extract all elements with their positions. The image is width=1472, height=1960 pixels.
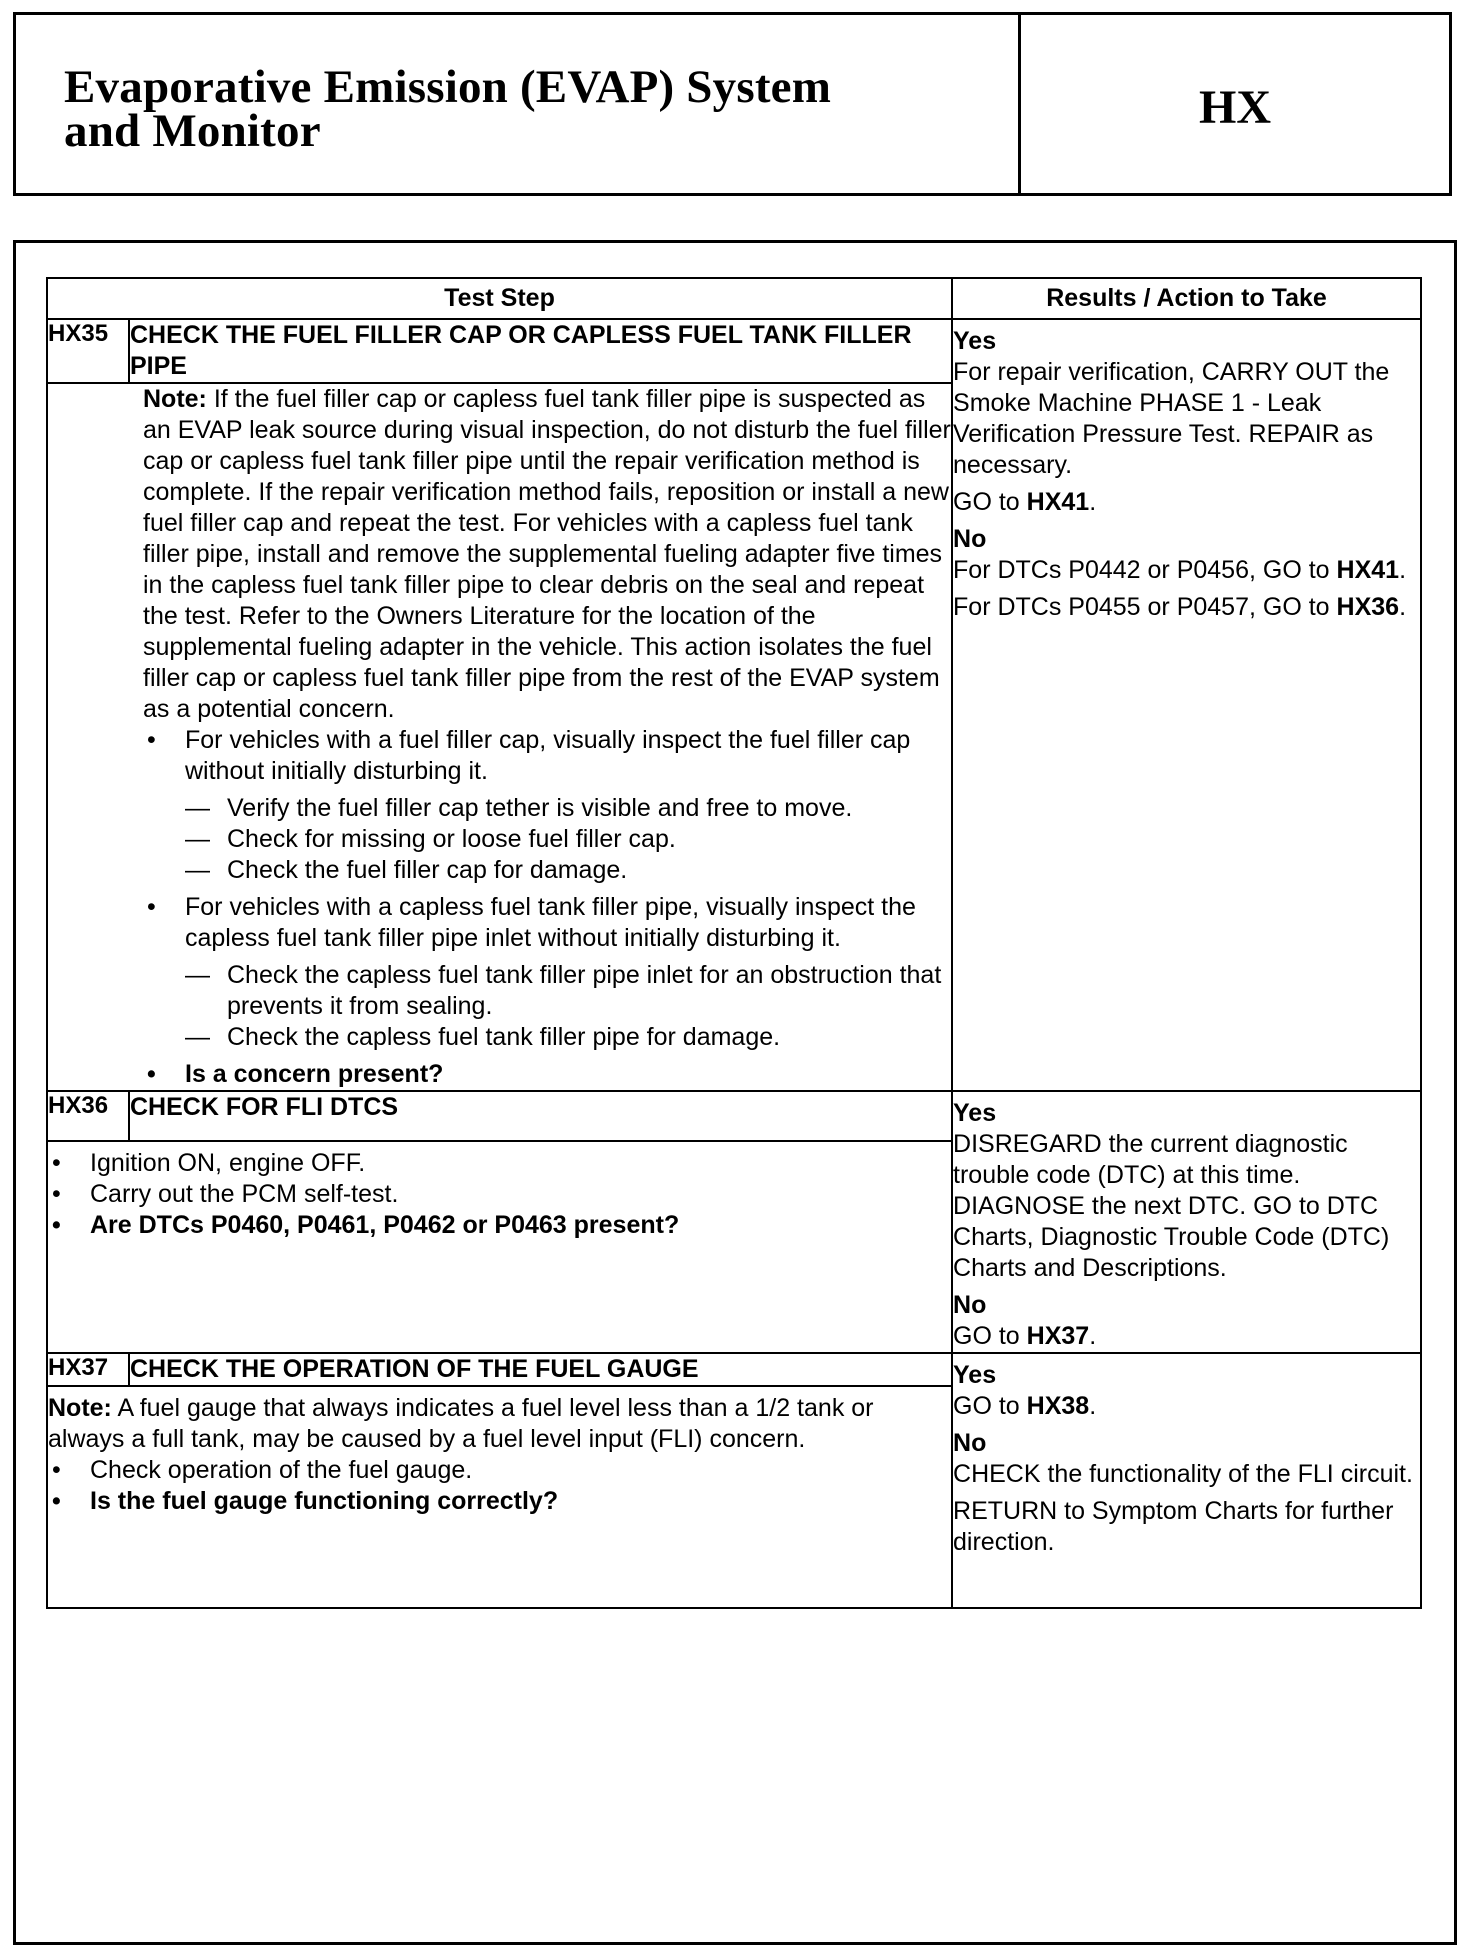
no-text: CHECK the functionality of the FLI circuit. bbox=[953, 1460, 1413, 1488]
list-item: • Carry out the PCM self-test. bbox=[48, 1179, 951, 1210]
step-question: • Are DTCs P0460, P0461, P0462 or P0463 present? bbox=[48, 1210, 951, 1241]
step-note bbox=[143, 384, 951, 725]
list-item: • Ignition ON, engine OFF. bbox=[48, 1148, 951, 1179]
result-no: No For DTCs P0442 or P0456, GO to HX41. bbox=[953, 524, 1420, 586]
page-header bbox=[13, 12, 1452, 196]
goto-prefix: GO to bbox=[953, 1322, 1027, 1350]
no-label: No bbox=[953, 1429, 987, 1457]
list-item: — Verify the fuel filler cap tether is visible and free to move. bbox=[185, 793, 951, 824]
result-yes-goto: GO to HX41. bbox=[953, 488, 1097, 516]
page-title bbox=[16, 15, 1021, 193]
table-header-row bbox=[47, 278, 1421, 319]
step-id: HX35 bbox=[47, 319, 129, 383]
result-no-alt: For DTCs P0455 or P0457, GO to HX36. bbox=[953, 593, 1407, 621]
step-note bbox=[48, 1393, 951, 1455]
step-bullet-list bbox=[48, 1455, 951, 1517]
goto-prefix: GO to bbox=[953, 488, 1027, 516]
list-item: — Check for missing or loose fuel filler cap. bbox=[185, 824, 951, 855]
sub-check-list bbox=[185, 793, 951, 886]
step-title-row bbox=[47, 1091, 1421, 1141]
note-label: Note: bbox=[143, 385, 207, 413]
note-text: A fuel gauge that always indicates a fuel level less than a 1/2 tank or always a full tank, may be caused by a fuel level input (FLI) concern. bbox=[48, 1394, 874, 1453]
no-text: For DTCs P0442 or P0456, GO to bbox=[953, 556, 1337, 584]
result-yes bbox=[953, 1098, 1420, 1284]
yes-text: For repair verification, CARRY OUT the Smoke Machine PHASE 1 - Leak Verification Pressure Test. REPAIR as necessary. bbox=[953, 358, 1390, 479]
step-title-row bbox=[47, 319, 1421, 383]
page-title-line1: Evaporative Emission (EVAP) System bbox=[64, 61, 832, 113]
step-title: CHECK THE FUEL FILLER CAP OR CAPLESS FUEL TANK FILLER PIPE bbox=[129, 319, 952, 383]
no-label: No bbox=[953, 525, 987, 553]
yes-text: DISREGARD the current diagnostic trouble code (DTC) at this time. DIAGNOSE the next DTC. GO to DTC Charts, Diagnostic Trouble Code (DTC) Charts and Descriptions. bbox=[953, 1130, 1390, 1282]
yes-label: Yes bbox=[953, 327, 997, 355]
list-item: — Check the capless fuel tank filler pipe inlet for an obstruction that prevents it from sealing. bbox=[185, 960, 951, 1022]
list-item: — Check the capless fuel tank filler pipe for damage. bbox=[185, 1022, 951, 1053]
result-yes bbox=[953, 326, 1420, 481]
list-item: • Check operation of the fuel gauge. bbox=[48, 1455, 951, 1486]
section-code: HX bbox=[1199, 80, 1271, 134]
step-question: • Is the fuel gauge functioning correctly? bbox=[48, 1486, 951, 1517]
result-yes: Yes GO to HX38. bbox=[953, 1360, 1420, 1422]
goto-step-link[interactable]: HX41 bbox=[1336, 556, 1400, 584]
step-id: HX37 bbox=[47, 1353, 129, 1386]
step-title-row bbox=[47, 1353, 1421, 1386]
result-no: No GO to HX37. bbox=[953, 1290, 1420, 1352]
goto-step-link[interactable]: HX37 bbox=[1026, 1322, 1090, 1350]
goto-step-link[interactable]: HX41 bbox=[1026, 488, 1090, 516]
no-label: No bbox=[953, 1291, 987, 1319]
result-no-return bbox=[953, 1496, 1420, 1558]
bullet-text: For vehicles with a capless fuel tank filler pipe, visually inspect the capless fuel tank filler pipe inlet without initially disturbing it. bbox=[185, 893, 916, 952]
step-body bbox=[47, 1141, 952, 1353]
column-header-results: Results / Action to Take bbox=[952, 278, 1421, 319]
step-results bbox=[952, 1091, 1421, 1353]
result-no bbox=[953, 1428, 1420, 1490]
step-id: HX36 bbox=[47, 1091, 129, 1141]
yes-label: Yes bbox=[953, 1361, 997, 1389]
step-bullet-list bbox=[143, 725, 951, 1090]
goto-step-link[interactable]: HX36 bbox=[1336, 593, 1400, 621]
step-title: CHECK THE OPERATION OF THE FUEL GAUGE bbox=[129, 1353, 952, 1386]
page-title-line2: and Monitor bbox=[64, 105, 321, 157]
no-text: For DTCs P0455 or P0457, GO to bbox=[953, 593, 1337, 621]
column-header-test-step: Test Step bbox=[47, 278, 952, 319]
step-body bbox=[47, 1386, 952, 1608]
sub-check-list bbox=[185, 960, 951, 1053]
step-results bbox=[952, 1353, 1421, 1608]
list-item bbox=[143, 725, 951, 886]
yes-label: Yes bbox=[953, 1099, 997, 1127]
step-question: • Is a concern present? bbox=[143, 1059, 951, 1090]
no-text: RETURN to Symptom Charts for further direction. bbox=[953, 1497, 1394, 1556]
list-item: — Check the fuel filler cap for damage. bbox=[185, 855, 951, 886]
step-bullet-list bbox=[48, 1148, 951, 1241]
bullet-text: For vehicles with a fuel filler cap, visually inspect the fuel filler cap without initially disturbing it. bbox=[185, 726, 911, 785]
test-steps-table bbox=[46, 277, 1422, 1609]
note-text: If the fuel filler cap or capless fuel tank filler pipe is suspected as an EVAP leak source during visual inspection, do not disturb the fuel filler cap or capless fuel tank filler pipe until the repair verification method is complete. If the repair verification method fails, reposition or install a new fuel filler cap and repeat the test. For vehicles with a capless fuel tank filler pipe, install and remove the supplemental fueling adapter five times in the capless fuel tank filler pipe to clear debris on the seal and repeat the test. Refer to the Owners Literature for the location of the supplemental fueling adapter in the vehicle. This action isolates the fuel filler cap or capless fuel tank filler pipe from the rest of the EVAP system as a potential concern. bbox=[143, 385, 951, 723]
goto-step-link[interactable]: HX38 bbox=[1026, 1392, 1090, 1420]
step-body bbox=[47, 383, 952, 1091]
step-results bbox=[952, 319, 1421, 1091]
list-item bbox=[143, 892, 951, 1053]
goto-prefix: GO to bbox=[953, 1392, 1027, 1420]
step-title: CHECK FOR FLI DTCS bbox=[129, 1091, 952, 1141]
note-label: Note: bbox=[48, 1394, 112, 1422]
